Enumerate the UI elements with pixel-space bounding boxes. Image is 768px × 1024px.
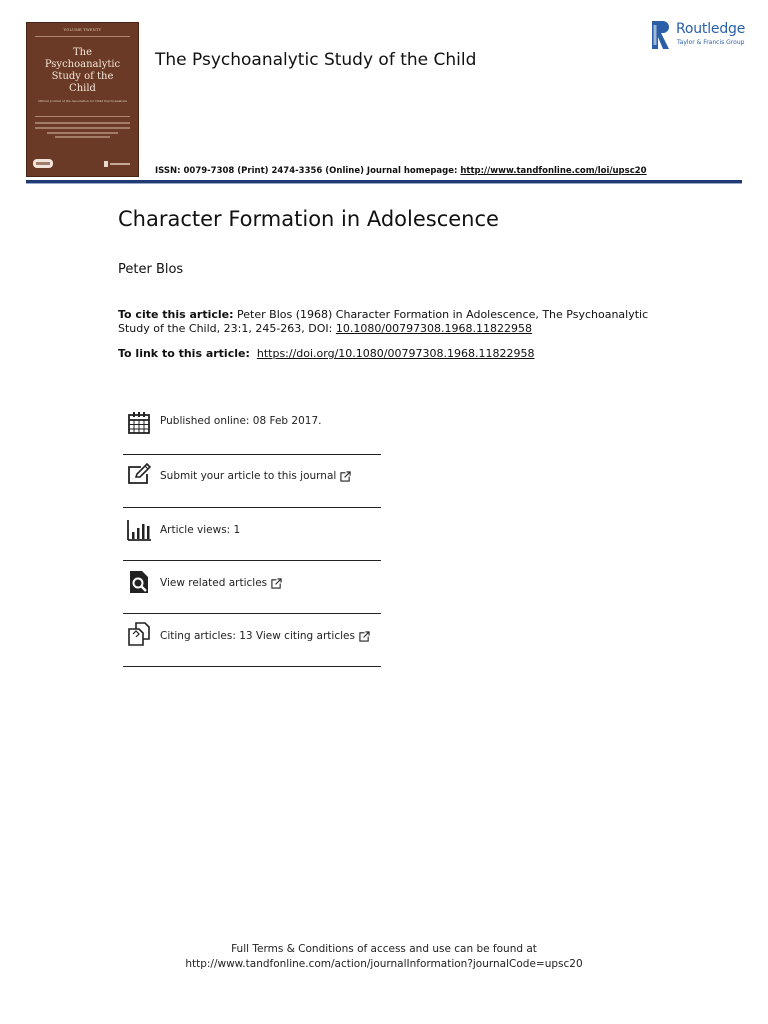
publisher-group: Taylor & Francis Group	[677, 39, 745, 46]
article-title: Character Formation in Adolescence	[118, 207, 499, 231]
citing-documents-icon	[127, 622, 151, 646]
cover-title-line: Psychoanalytic	[44, 59, 121, 70]
cover-title-line: The	[72, 47, 93, 58]
acp-logo	[33, 159, 53, 168]
citation-block	[118, 308, 658, 336]
bar-chart-icon	[127, 518, 151, 542]
document-search-icon	[127, 570, 151, 594]
routledge-r-icon	[652, 21, 670, 49]
submit-article-label: Submit your article to this journal	[160, 470, 337, 482]
link-label: To link to this article:	[118, 347, 250, 360]
footer-terms-text: Full Terms & Conditions of access and use can be found at	[231, 943, 537, 955]
external-link-icon	[340, 471, 351, 482]
journal-homepage-link[interactable]: http://www.tandfonline.com/loi/upsc20	[460, 166, 647, 176]
routledge-logo	[652, 20, 752, 52]
cover-rule	[35, 36, 130, 37]
article-info-list	[123, 402, 381, 667]
cover-title	[31, 47, 134, 95]
citing-articles-link[interactable]	[160, 630, 370, 642]
article-author: Peter Blos	[118, 262, 184, 277]
article-views: Article views: 1	[160, 524, 241, 536]
related-articles-label: View related articles	[160, 577, 268, 589]
issn-line	[155, 166, 647, 176]
journal-cover-image	[26, 22, 139, 177]
citing-articles-row[interactable]	[123, 614, 381, 667]
cite-text: Peter Blos (1968) Character Formation in Adolescence, The Psychoanalytic Study of the Child, 23:1, 245-263, DOI:	[118, 308, 649, 335]
calendar-icon	[127, 411, 151, 435]
external-link-icon	[359, 631, 370, 642]
related-articles-row[interactable]	[123, 561, 381, 614]
cover-title-line: Study of the	[51, 71, 114, 82]
journal-title: The Psychoanalytic Study of the Child	[155, 50, 477, 70]
issn-text: ISSN: 0079-7308 (Print) 2474-3356 (Online) Journal homepage:	[155, 166, 461, 176]
cover-fine-print	[35, 122, 130, 124]
cover-title-line: Child	[69, 83, 96, 94]
cover-rule	[35, 116, 130, 117]
submit-article-row[interactable]	[123, 455, 381, 508]
external-link-icon	[271, 578, 282, 589]
cover-fine-print	[55, 136, 110, 138]
submit-article-link[interactable]	[160, 470, 351, 482]
article-link-block	[118, 347, 534, 360]
article-views-row	[123, 508, 381, 561]
published-date: Published online: 08 Feb 2017.	[160, 415, 322, 427]
citing-articles-label: Citing articles: 13 View citing articles	[160, 630, 355, 642]
article-doi-link[interactable]: https://doi.org/10.1080/00797308.1968.11822958	[256, 347, 535, 360]
cover-routledge-logo	[104, 161, 130, 167]
cover-fine-print	[47, 132, 118, 134]
cover-volume: VOLUME TWENTY	[63, 28, 102, 32]
cite-doi-link[interactable]: 10.1080/00797308.1968.11822958	[335, 322, 533, 335]
cover-subtitle: Official Journal of the Association for Child Psychoanalysis	[37, 99, 128, 103]
cite-label: To cite this article:	[118, 308, 234, 321]
edit-icon	[127, 463, 151, 487]
footer-terms	[0, 942, 768, 972]
published-row	[123, 402, 381, 455]
footer-terms-url[interactable]: http://www.tandfonline.com/action/journalInformation?journalCode=upsc20	[185, 958, 583, 970]
publisher-name: Routledge	[676, 21, 746, 37]
related-articles-link[interactable]	[160, 577, 282, 589]
header-divider	[26, 180, 742, 183]
cover-fine-print	[35, 127, 130, 129]
